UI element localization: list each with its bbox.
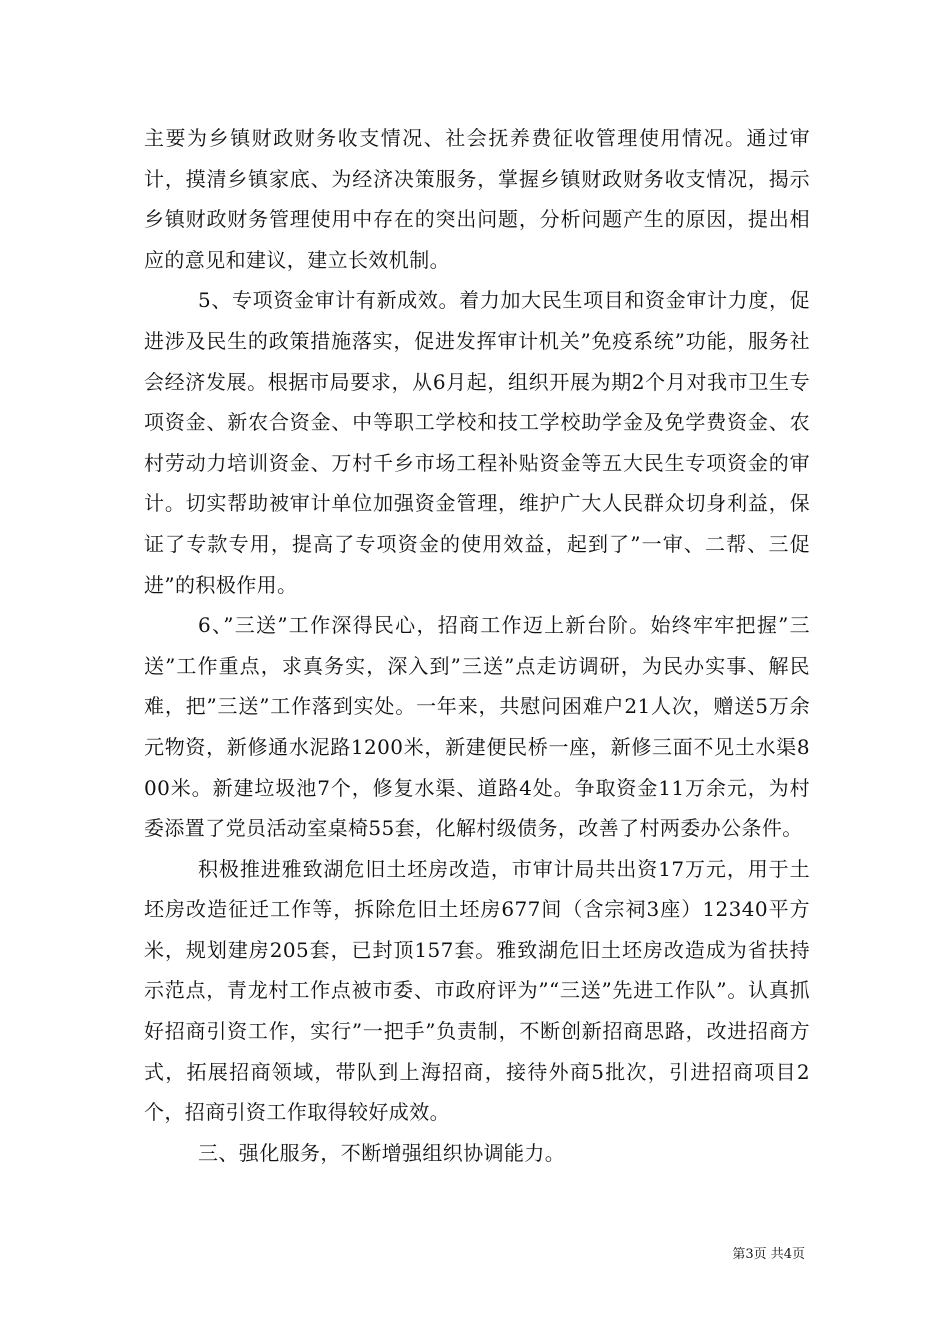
paragraph-special-funds: 5、专项资金审计有新成效。着力加大民生项目和资金审计力度，促进涉及民生的政策措施落实，促进发挥审计机关”免疫系统”功能，服务社会经济发展。根据市局要求，从6月起，组织开展为期2个月对我市卫生专项资金、新农合资金、中等职工学校和技工学校助学金及免学费资金、农村劳动力培训资金、万村千乡市场工程补贴资金等五大民生专项资金的审计。切实帮助被审计单位加强资金管理，维护广大人民群众切身利益，保证了专款专用，提高了专项资金的使用效益，起到了”一审、二帮、三促进”的积极作用。 <box>144 288 810 597</box>
body-text <box>144 118 810 1173</box>
page-number: 第3页 共4页 <box>732 1247 805 1262</box>
paragraph-three-sends: 6、”三送”工作深得民心，招商工作迈上新台阶。始终牢牢把握”三送”工作重点，求真务实，深入到”三送”点走访调研，为民办实事、解民难，把”三送”工作落到实处。一年来，共慰问困难户21人次，赠送5万余元物资，新修通水泥路1200米，新建便民桥一座，新修三面不见土水渠800米。新建垃圾池7个，修复水渠、道路4处。争取资金11万余元，为村委添置了党员活动室桌椅55套，化解村级债务，改善了村两委办公条件。 <box>144 613 810 841</box>
paragraph-housing-renovation: 积极推进雅致湖危旧土坯房改造，市审计局共出资17万元，用于土坯房改造征迁工作等，拆除危旧土坯房677间（含宗祠3座）12340平方米，规划建房205套，已封顶157套。雅致湖危旧土坯房改造成为省扶持示范点，青龙村工作点被市委、市政府评为”“三送”先进工作队”。认真抓好招商引资工作，实行”一把手”负责制，不断创新招商思路，改进招商方式，拓展招商领域，带队到上海招商，接待外商5批次，引进招商项目2个，招商引资工作取得较好成效。 <box>144 856 810 1125</box>
section-heading-three: 三、强化服务，不断增强组织协调能力。 <box>198 1140 566 1165</box>
paragraph-audit-intro: 主要为乡镇财政财务收支情况、社会抚养费征收管理使用情况。通过审计，摸清乡镇家底、为经济决策服务，掌握乡镇财政财务收支情况，揭示乡镇财政财务管理使用中存在的突出问题，分析问题产生的原因，提出相应的意见和建议，建立长效机制。 <box>144 126 810 272</box>
